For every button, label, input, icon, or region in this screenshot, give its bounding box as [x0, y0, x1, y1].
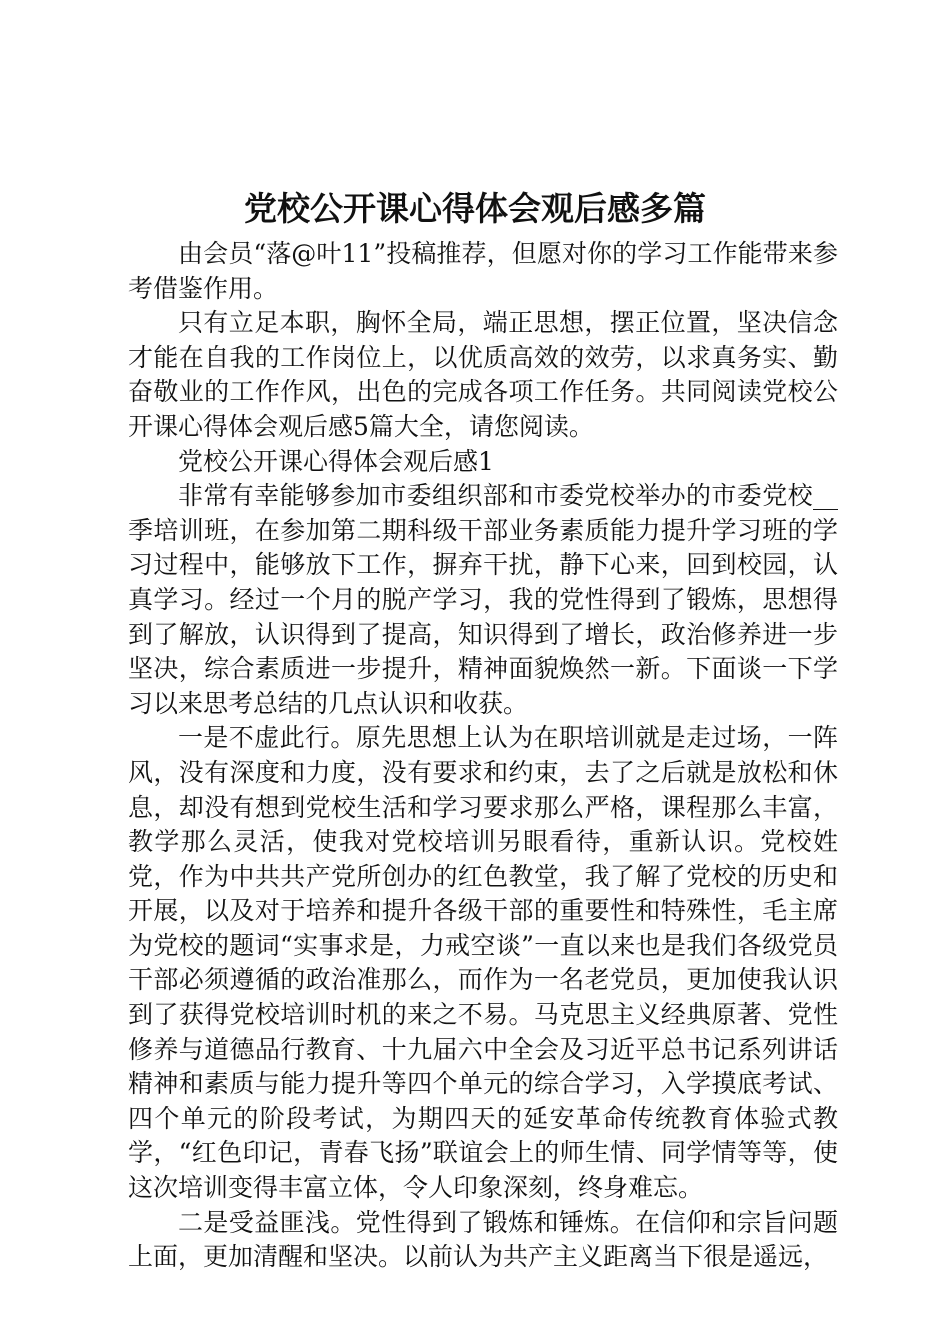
section-heading: 党校公开课心得体会观后感1	[178, 446, 494, 476]
paragraph-body: 一是不虚此行。原先思想上认为在职培训就是走过场，一阵风，没有深度和力度，没有要求和约束，去了之后就是放松和休息，却没有想到党校生活和学习要求那么严格，课程那么丰富，教学那么灵活，使我对党校培训另眼看待，重新认识。党校姓党，作为中共共产党所创办的红色教堂，我了解了党校的历史和开展，以及对于培养和提升各级干部的重要性和特殊性，毛主席为党校的题词“实事求是，力戒空谈”一直以来也是我们各级党员干部必须遵循的政治准那么，而作为一名老党员，更加使我认识到了获得党校培训时机的来之不易。马克思主义经典原著、党性修养与道德品行教育、十九届六中全会及习近平总书记系列讲话精神和素质与能力提升等四个单元的综合学习，入学摸底考试、四个单元的阶段考试，为期四天的延安革命传统教育体验式教学，“红色印记，青春飞扬”联谊会上的师生情、同学情等等，使这次培训变得丰富立体，令人印象深刻，终身难忘。	[128, 723, 838, 1203]
paragraph-summary: 只有立足本职，胸怀全局，端正思想，摆正位置，坚决信念才能在自我的工作岗位上，以优质高效的效劳，以求真务实、勤奋敬业的工作作风，出色的完成各项工作任务。共同阅读党校公开课心得体会观后感5篇大全，请您阅读。	[128, 308, 838, 441]
document-body	[128, 237, 838, 1275]
paragraph-body: 二是受益匪浅。党性得到了锻炼和锤炼。在信仰和宗旨问题上面，更加清醒和坚决。以前认为共产主义距离当下很是遥远，	[128, 1207, 838, 1272]
paragraph-body: 非常有幸能够参加市委组织部和市委党校举办的市委党校__季培训班，在参加第二期科级干部业务素质能力提升学习班的学习过程中，能够放下工作，摒弃干扰，静下心来，回到校园，认真学习。经过一个月的脱产学习，我的党性得到了锻炼，思想得到了解放，认识得到了提高，知识得到了增长，政治修养进一步坚决，综合素质进一步提升，精神面貌焕然一新。下面谈一下学习以来思考总结的几点认识和收获。	[128, 481, 838, 718]
paragraph-intro: 由会员“落@叶11”投稿推荐，但愿对你的学习工作能带来参考借鉴作用。	[128, 239, 838, 303]
document-title: 党校公开课心得体会观后感多篇	[244, 189, 706, 228]
